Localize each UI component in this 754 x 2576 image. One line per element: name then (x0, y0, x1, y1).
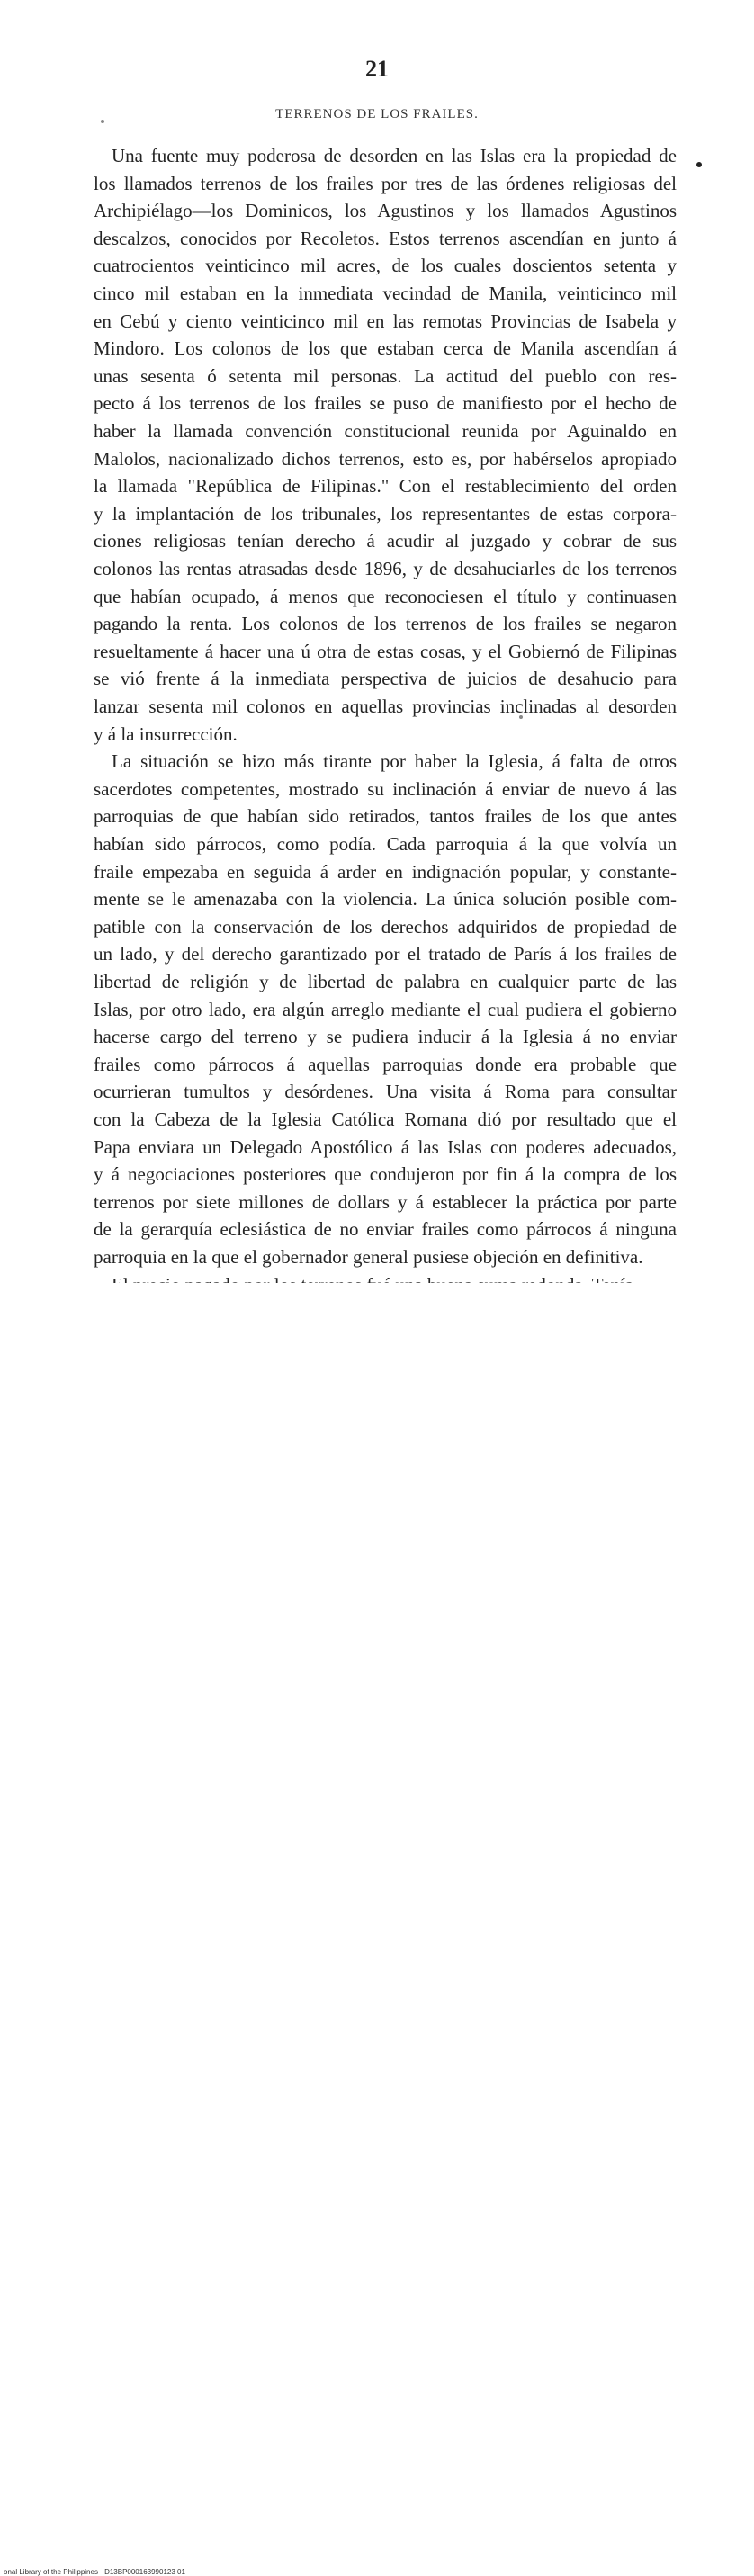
text-line: que habían ocupado, á menos que reconociesen el título y continuasen (94, 585, 677, 607)
text-line: Papa enviara un Delegado Apostólico á las Islas con poderes adecuados, (94, 1135, 677, 1158)
text-line: se vió frente á la inmediata perspectiva de juicios de desahucio para (94, 668, 677, 690)
footer-text: onal Library of the Philippines · D13BP000163990123 01 (4, 2568, 185, 2576)
text-line: frailes como párrocos á aquellas parroquias donde era probable que (94, 1053, 677, 1075)
text-line: Archipiélago—los Dominicos, los Agustinos y los llamados Agustinos (94, 200, 677, 222)
text-line: con la Cabeza de la Iglesia Católica Romana dió por resultado que el (94, 1108, 677, 1130)
text-line: la llamada "República de Filipinas." Con el restablecimiento del orden (94, 475, 677, 498)
footer-strip (0, 1283, 754, 2576)
text-line: pecto á los terrenos de los frailes se puso de manifiesto por el hecho de (94, 392, 677, 415)
text-line: pagando la renta. Los colonos de los terrenos de los frailes se negaron (94, 613, 677, 635)
text-line: Una fuente muy poderosa de desorden en las Islas era la propiedad de (112, 145, 677, 166)
text-line: descalzos, conocidos por Recoletos. Estos terrenos ascendían en junto á (94, 227, 677, 249)
text-line: Islas, por otro lado, era algún arreglo mediante el cual pudiera el gobierno (94, 998, 677, 1020)
margin-mark (696, 162, 702, 167)
text-line: los llamados terrenos de los frailes por tres de las órdenes religiosas del (94, 172, 677, 194)
text-line: fraile empezaba en seguida á arder en indignación popular, y constante- (94, 860, 677, 883)
text-line: cuatrocientos veinticinco mil acres, de los cuales doscientos setenta y (94, 255, 677, 277)
text-line: parroquias de que habían sido retirados, tantos frailes de los que antes (94, 805, 677, 828)
text-line: Malolos, nacionalizado dichos terrenos, esto es, por habérselos apropiado (94, 447, 677, 470)
text-line: colonos las rentas atrasadas desde 1896, y de desahuciarles de los terrenos (94, 558, 677, 579)
text-line: Mindoro. Los colonos de los que estaban cerca de Manila ascendían á (94, 337, 677, 360)
text-line: patible con la conservación de los derechos adquiridos de propiedad de (94, 915, 677, 938)
running-head: TERRENOS DE LOS FRAILES. (275, 107, 479, 121)
text-line: en Cebú y ciento veinticinco mil en las remotas Provincias de Isabela y (94, 310, 677, 332)
text-line: habían sido párrocos, como podía. Cada parroquia á la que volvía un (94, 833, 677, 855)
text-line: sacerdotes competentes, mostrado su inclinación á enviar de nuevo á las (94, 777, 677, 800)
text-line: ciones religiosas tenían derecho á acudir al juzgado y cobrar de sus (94, 530, 677, 552)
text-line: parroquia en la que el gobernador general pusiese objeción en definitiva. (94, 1246, 643, 1268)
text-line: La situación se hizo más tirante por haber la Iglesia, á falta de otros (112, 750, 677, 773)
text-line: ocurrieran tumultos y desórdenes. Una visita á Roma para consultar (94, 1081, 677, 1103)
text-line: unas sesenta ó setenta mil personas. La actitud del pueblo con res- (94, 364, 677, 387)
text-line: mente se le amenazaba con la violencia. La única solución posible com- (94, 888, 677, 911)
text-line: cinco mil estaban en la inmediata vecindad de Manila, veinticinco mil (94, 283, 677, 304)
text-line: un lado, y del derecho garantizado por el tratado de París á los frailes de (94, 943, 677, 965)
text-line: y la implantación de los tribunales, los representantes de estas corpora- (94, 502, 677, 525)
text-line: terrenos por siete millones de dollars y á establecer la práctica por parte (94, 1190, 677, 1213)
text-line: lanzar sesenta mil colonos en aquellas provincias inclinadas al desorden (94, 696, 677, 717)
text-line: y á la insurrección. (94, 723, 238, 745)
text-line: libertad de religión y de libertad de palabra en cualquier parte de las (94, 971, 677, 992)
stray-mark (101, 120, 104, 123)
page-number: 21 (365, 56, 389, 82)
text-line: hacerse cargo del terreno y se pudiera inducir á la Iglesia á no enviar (94, 1026, 677, 1048)
text-line: de la gerarquía eclesiástica de no enviar frailes como párrocos á ninguna (94, 1218, 677, 1241)
text-line: haber la llamada convención constitucional reunida por Aguinaldo en (94, 420, 677, 442)
text-line: y á negociaciones posteriores que condujeron por fin á la compra de los (94, 1163, 677, 1186)
text-line: resueltamente á hacer una ú otra de estas cosas, y el Gobiernó de Filipinas (94, 640, 677, 662)
